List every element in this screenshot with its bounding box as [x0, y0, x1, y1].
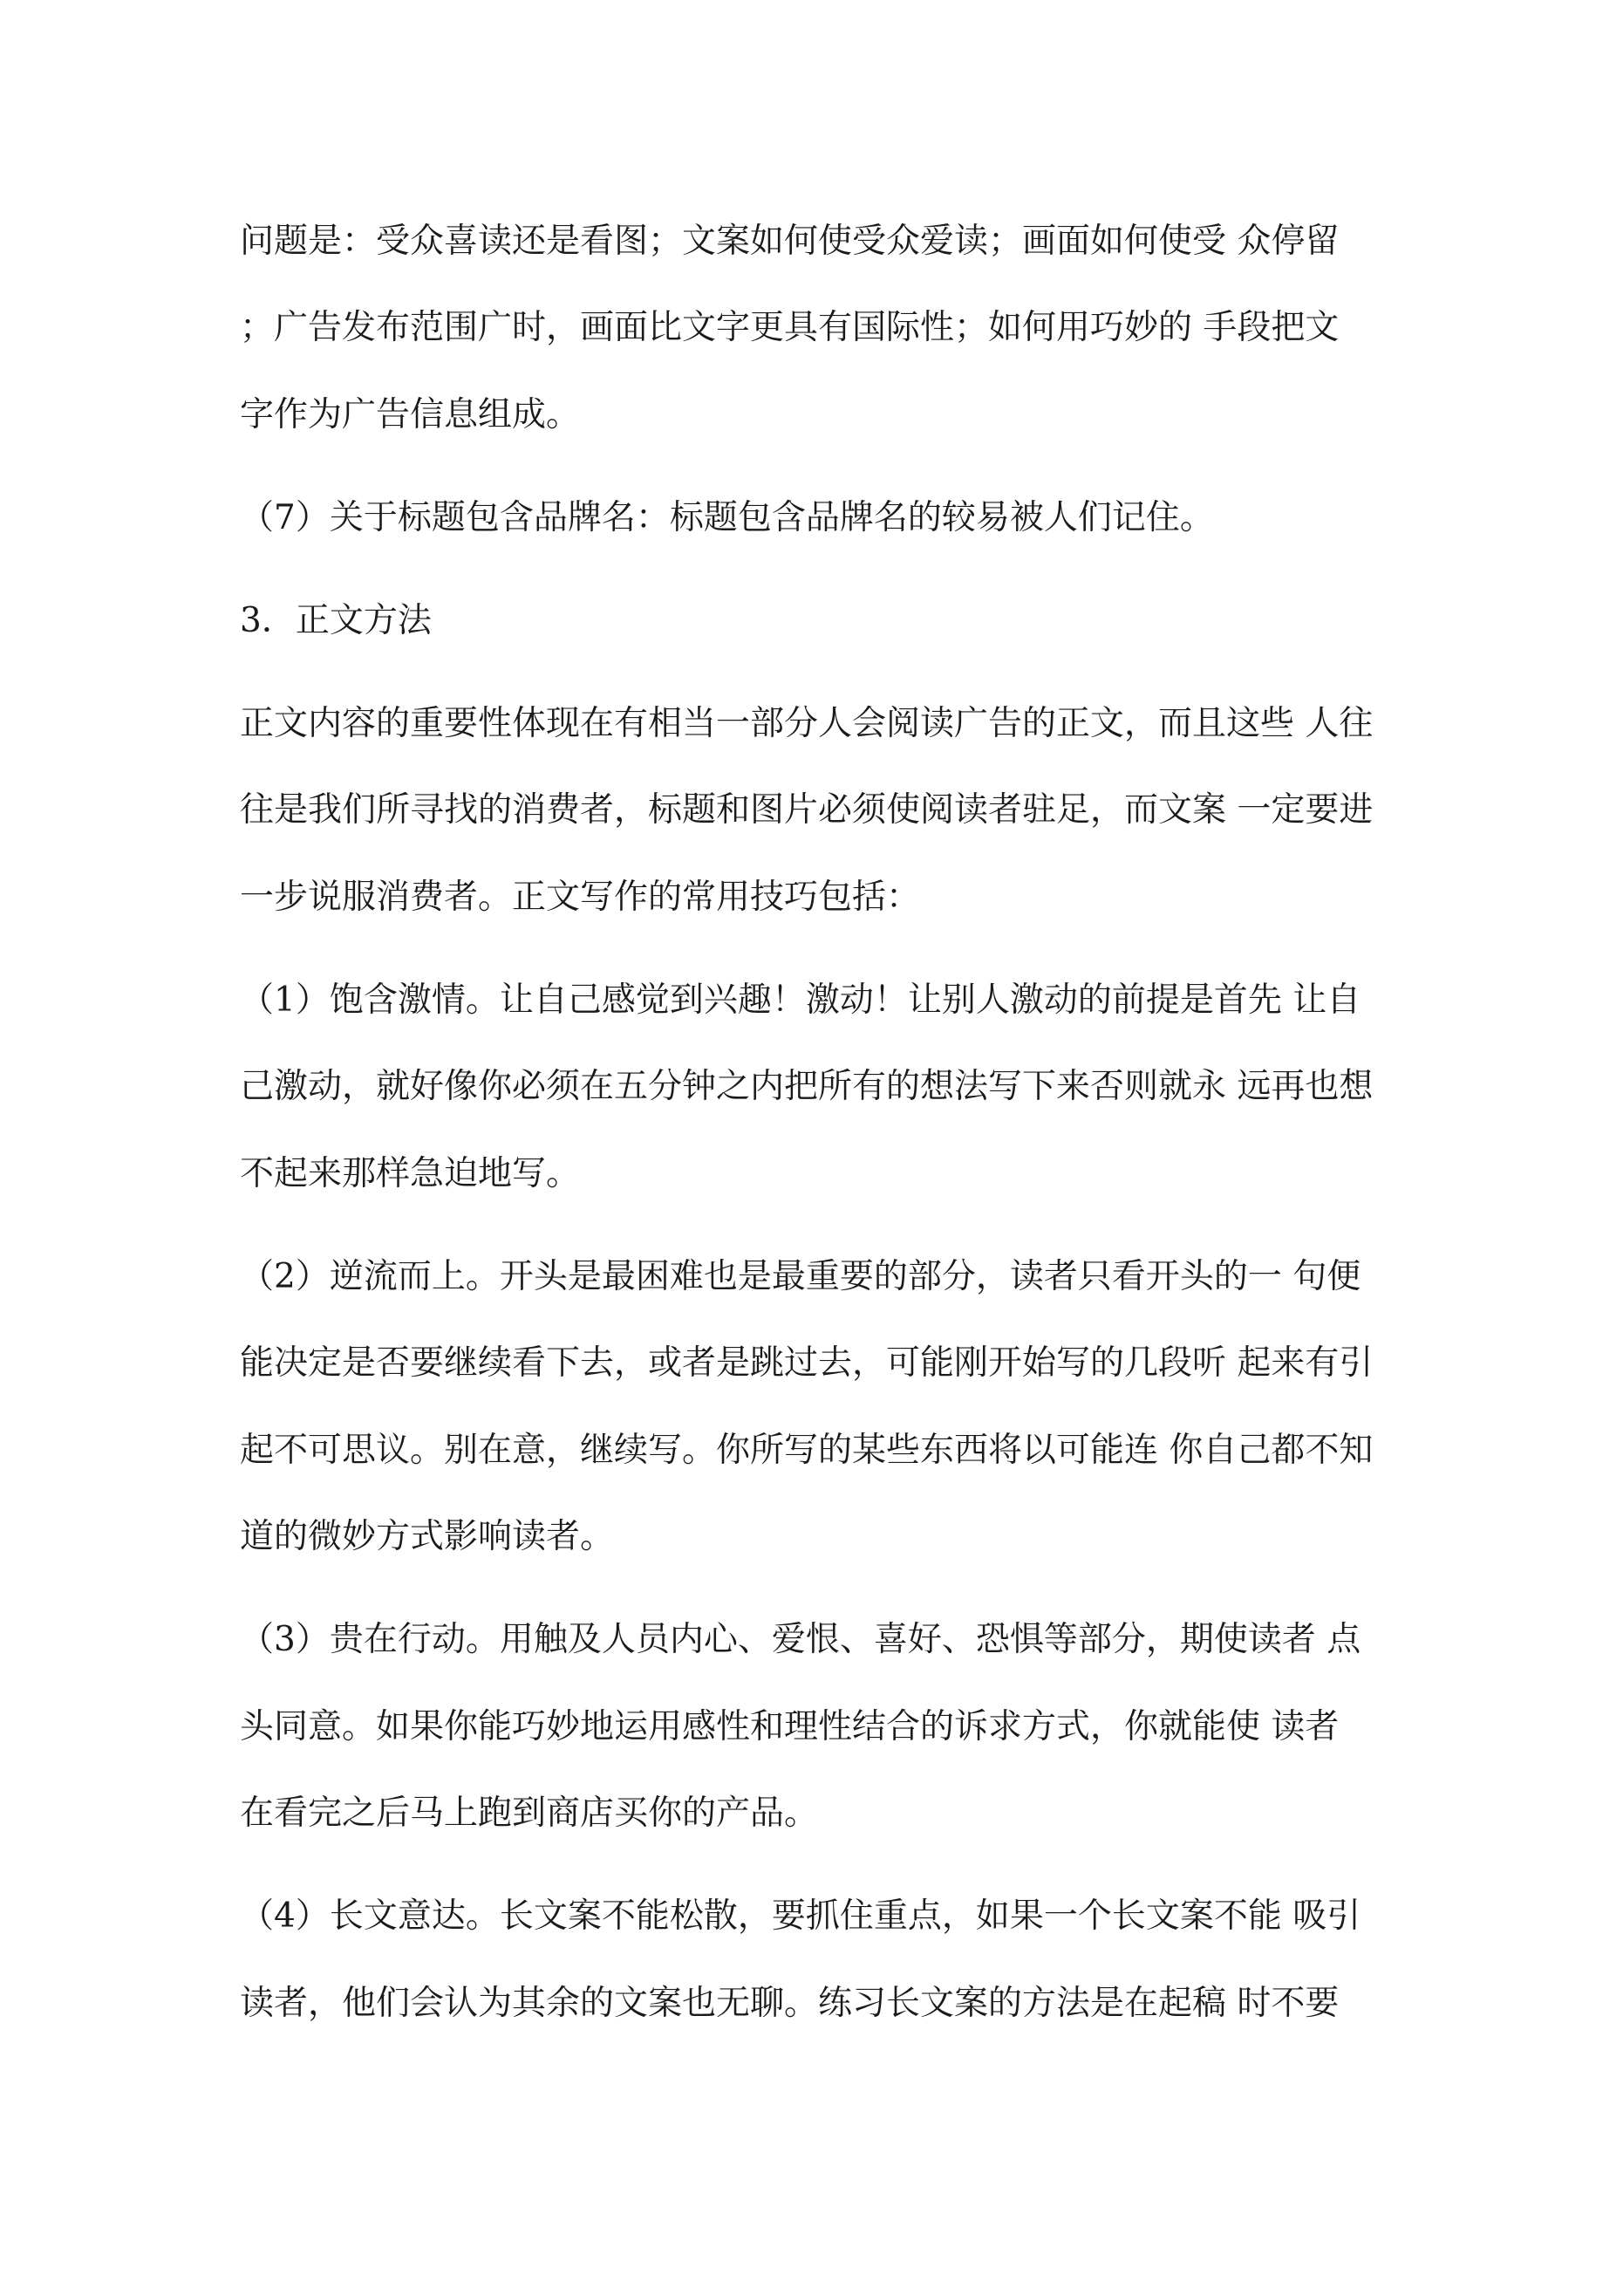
body-text-line: （1）饱含激情。让自己感觉到兴趣！激动！让别人激动的前提是首先 让自: [240, 981, 1361, 1020]
body-text-line: （2）逆流而上。开头是最困难也是最重要的部分，读者只看开头的一 句便: [240, 1257, 1361, 1296]
body-text-line: 道的微妙方式影响读者。: [240, 1517, 615, 1556]
body-text-line: 不起来那样急迫地写。: [240, 1154, 581, 1193]
body-text-line: 头同意。如果你能巧妙地运用感性和理性结合的诉求方式，你就能使 读者: [240, 1707, 1340, 1746]
body-text-line: 正文内容的重要性体现在有相当一部分人会阅读广告的正文，而且这些 人往: [240, 704, 1374, 743]
body-text-line: 字作为广告信息组成。: [240, 395, 581, 434]
body-text-line: 能决定是否要继续看下去，或者是跳过去，可能刚开始写的几段听 起来有引: [240, 1343, 1374, 1383]
body-text-line: ；广告发布范围广时，画面比文字更具有国际性；如何用巧妙的 手段把文: [240, 308, 1340, 347]
body-text-line: 读者，他们会认为其余的文案也无聊。练习长文案的方法是在起稿 时不要: [240, 1984, 1340, 2023]
body-text-line: 一步说服消费者。正文写作的常用技巧包括：: [240, 878, 921, 917]
body-text-line: （7）关于标题包含品牌名：标题包含品牌名的较易被人们记住。: [240, 498, 1214, 537]
body-text-line: 往是我们所寻找的消费者，标题和图片必须使阅读者驻足，而文案 一定要进: [240, 790, 1374, 830]
body-text-line: 在看完之后马上跑到商店买你的产品。: [240, 1794, 819, 1833]
section-heading: 3．正文方法: [240, 601, 432, 640]
body-text-line: 起不可思议。别在意，继续写。你所写的某些东西将以可能连 你自己都不知: [240, 1431, 1374, 1470]
body-text-line: 己激动，就好像你必须在五分钟之内把所有的想法写下来否则就永 远再也想: [240, 1067, 1374, 1106]
body-text-line: （4）长文意达。长文案不能松散，要抓住重点，如果一个长文案不能 吸引: [240, 1896, 1361, 1936]
body-text-line: 问题是：受众喜读还是看图；文案如何使受众爱读；画面如何使受 众停留: [240, 222, 1340, 261]
body-text-line: （3）贵在行动。用触及人员内心、爱恨、喜好、恐惧等部分，期使读者 点: [240, 1620, 1361, 1659]
